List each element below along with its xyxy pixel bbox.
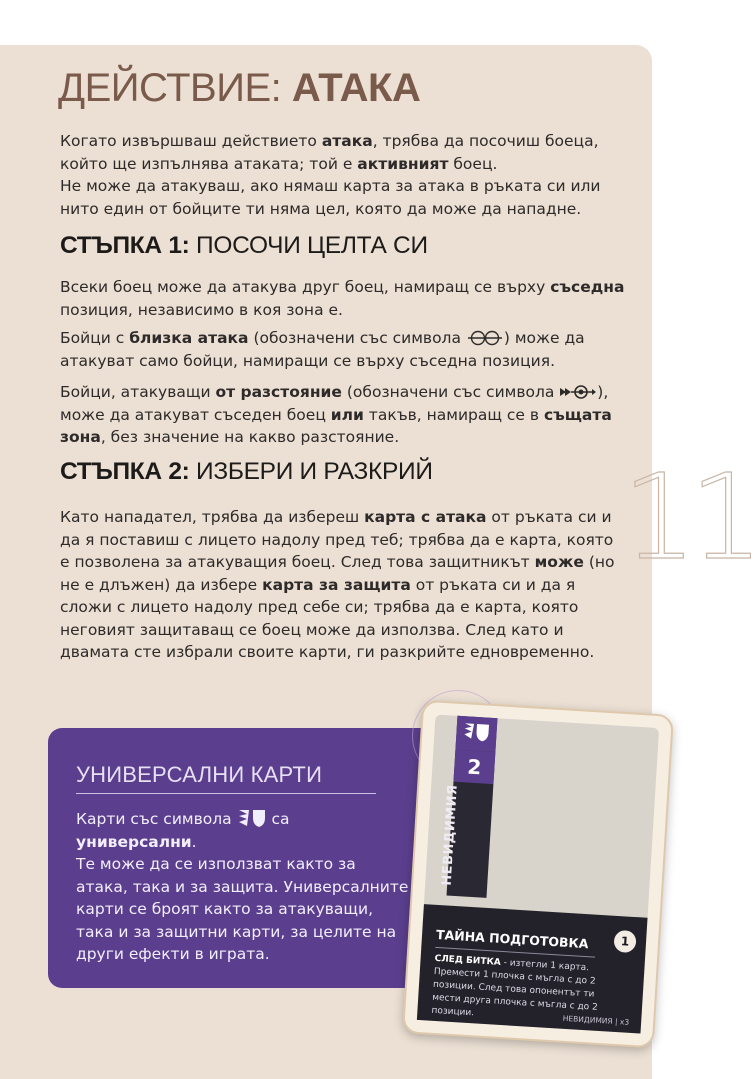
card-badge: 1 xyxy=(613,930,636,953)
box-title: УНИВЕРСАЛНИ КАРТИ xyxy=(76,762,323,787)
text: , трябва да посочиш боеца, който ще изпълнява атаката; той е xyxy=(60,132,599,173)
step1-paragraph-1 xyxy=(60,276,635,321)
text: позиция, независимо в коя зона е. xyxy=(60,300,343,319)
text: Всеки боец може да атакува друг боец, намиращ се върху xyxy=(60,278,551,296)
text: Като нападател, трябва да избереш xyxy=(60,508,365,526)
divider xyxy=(76,793,376,794)
title-emphasis: АТАКА xyxy=(291,66,421,110)
step2-heading xyxy=(60,458,433,486)
universal-card-icon xyxy=(237,808,267,828)
step-title: ПОСОЧИ ЦЕЛТА СИ xyxy=(196,232,428,259)
text: (обозначени със символа xyxy=(248,329,466,347)
text: . xyxy=(191,832,197,851)
text: от ръката си и да я поставиш с лицето надолу пред теб; трябва да е карта, която е позволена за атакуващия боец. След това защитникът xyxy=(60,508,614,571)
text: такъв, намиращ се в xyxy=(363,405,544,424)
text: Не може да атакуваш, ако нямаш карта за атака в ръката си или нито един от бойците ти няма цел, която да може да нападне. xyxy=(60,177,601,218)
card-type-icon xyxy=(455,716,497,752)
bold-text: или xyxy=(330,405,364,424)
step-label: СТЪПКА 1: xyxy=(60,232,190,259)
text: Карти със символа xyxy=(76,810,237,828)
text: ), може да атакуват съседен боец xyxy=(60,383,609,424)
step-title: ИЗБЕРИ И РАЗКРИЙ xyxy=(196,458,433,485)
step1-heading xyxy=(60,232,428,260)
card-footer: НЕВИДИМИЯ | х3 xyxy=(562,1013,630,1027)
step-label: СТЪПКА 2: xyxy=(60,458,190,485)
page-title xyxy=(58,66,420,111)
text: - изтегли 1 карта. Премести 1 плочка с мъгла с до 2 позиции. След това опонентът ти мести друга плочка с мъгла с до 2 позиции. xyxy=(431,957,599,1019)
bold-text: близка атака xyxy=(129,329,249,347)
text: боец. xyxy=(448,154,498,173)
melee-attack-icon xyxy=(466,330,504,346)
box-text xyxy=(76,808,411,966)
bold-text: същата зона xyxy=(60,405,612,446)
card-art xyxy=(417,714,659,1033)
bold-text: активният xyxy=(357,154,449,173)
step2-paragraph xyxy=(60,506,625,664)
game-card xyxy=(402,700,674,1049)
card-fighter-name: НЕВИДИМИЯ xyxy=(439,784,461,887)
text: Бойци с xyxy=(60,329,130,347)
text: от ръката си и да я сложи с лицето надолу пред себе си; трябва да е карта, която неговият защитаващ се боец може да използва. След като и двамата сте избрали своите карти, ги разкрийте едновременно. xyxy=(60,575,595,661)
text: ) може да атакуват само бойци, намиращи се върху съседна позиция. xyxy=(60,329,585,370)
text: Те може да се използват както за атака, така и за защита. Универсалните карти се броят както за атакуващи, така и за защитни карти, за целите на други ефекти в играта. xyxy=(76,855,409,963)
bold-text: карта за защита xyxy=(262,575,411,594)
page-number: 11 xyxy=(622,448,756,586)
bold-text: карта с атака xyxy=(364,508,487,526)
bold-text: универсални xyxy=(76,832,192,851)
bold-text: СЛЕД БИТКА xyxy=(434,953,502,968)
text: Когато извършваш действието xyxy=(60,132,322,150)
title-prefix: ДЕЙСТВИЕ: xyxy=(58,66,282,110)
text: (обозначени със символа xyxy=(341,383,560,401)
bold-text: атака xyxy=(321,132,373,150)
step1-paragraph-2 xyxy=(60,327,635,372)
text: са xyxy=(266,810,290,828)
bold-text: от разстояние xyxy=(215,383,342,401)
card-title: ТАЙНА ПОДГОТОВКА xyxy=(435,926,589,952)
text: Бойци, атакуващи xyxy=(60,383,216,401)
card-text-panel xyxy=(417,904,648,1033)
bold-text: може xyxy=(534,553,584,571)
text: , без значение на какво разстояние. xyxy=(100,428,400,446)
intro-paragraph xyxy=(60,130,635,220)
universal-card-icon xyxy=(455,716,497,752)
step1-paragraph-3 xyxy=(60,381,635,449)
ranged-attack-icon xyxy=(559,384,597,400)
bold-text: съседна xyxy=(550,278,625,296)
text: (но не е длъжен) да избере xyxy=(60,553,615,594)
card-value: 2 xyxy=(453,750,495,784)
